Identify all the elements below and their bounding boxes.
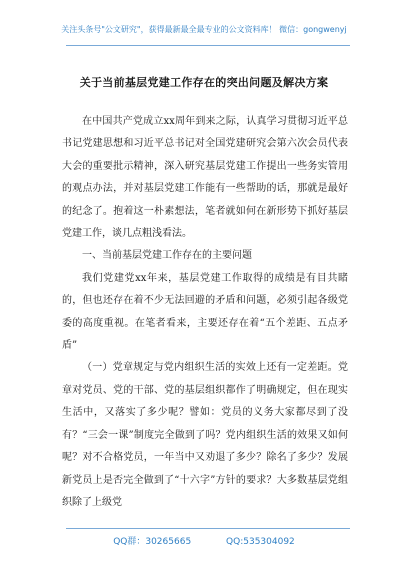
document-body [62,111,348,514]
paragraph-point-one: （一）党章规定与党内组织生活的实效上还有一定差距。党章对党员、党的干部、党的基层组织都作了明确规定，但在现实生活中，又落实了多少呢？譬如：党员的义务大家都尽到了没有？“三会一课”制度完全做到了吗？党内组织生活的效果又如何呢？对不合格党员，一年当中又劝退了多少？除名了多少？发展新党员上是否完全做到了“十六字”方针的要求？大多数基层党组织除了上级党 [62,362,348,508]
section-heading: 一、当前基层党建工作存在的主要问题 [82,250,252,262]
footer-divider [66,528,350,529]
header-divider [66,45,350,46]
paragraph-overview: 我们党建党xx年来，基层党建工作取得的成绩是有目共睹的，但也还存在着不少无法回避的矛盾和问题，必须引起各级党委的高度重视。在笔者看来，主要还存在着“五个差距、五点矛盾” [62,272,348,352]
document-title: 关于当前基层党建工作存在的突出问题及解决方案 [79,76,329,89]
footer-qq: QQ:535304092 [226,537,295,547]
page-footer [0,534,408,547]
footer-qq-group: QQ群：30265665 [113,537,192,547]
paragraph-intro: 在中国共产党成立xx周年到来之际，认真学习贯彻习近平总书记党建思想和习近平总书记对全国党建研究会第六次会员代表大会的重要批示精神，深入研究基层党建工作提出一些务实管用的观点办法，并对基层党建工作能有一些帮助的话，那就是最好的纪念了。抱着这一朴素想法，笔者就如何在新形势下抓好基层党建工作，谈几点粗浅看法。 [62,116,348,240]
page-header-banner: 关注头条号"公文研究"，获得最新最全最专业的公文资料库！ 微信：gongwenyj [61,25,347,34]
